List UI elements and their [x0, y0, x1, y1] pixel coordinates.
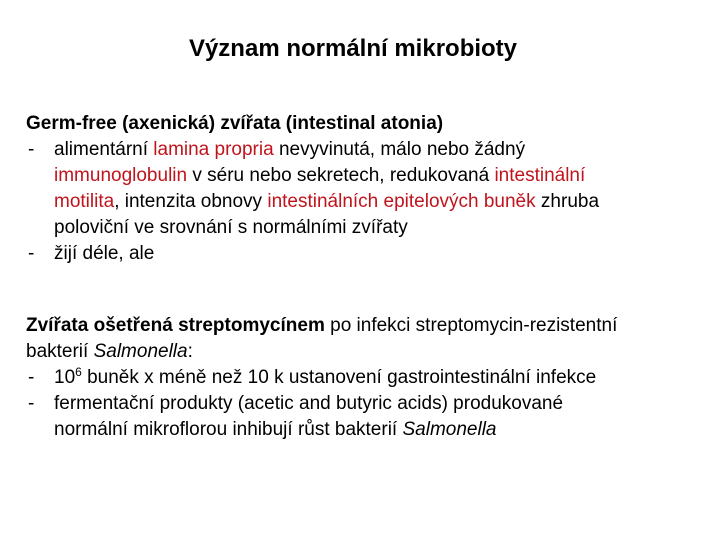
bullet-line [54, 137, 716, 163]
streptomycin-heading-bold: Zvířata ošetřená streptomycínem [26, 315, 325, 336]
bullet-text: v séru nebo sekretech, redukovaná [187, 165, 495, 186]
highlighted-term: intestinálních epitelových buněk [267, 191, 536, 212]
cell-count-exponent: 6 [75, 365, 82, 379]
heading-text: : [187, 341, 193, 362]
bullet-dash: - [28, 139, 35, 160]
bullet-text: normální mikroflorou inhibují růst bakterií [54, 419, 403, 440]
streptomycin-heading-rest: po infekci streptomycin-rezistentní [324, 315, 618, 336]
bullet-dash: - [28, 243, 35, 264]
germ-free-bullet-1 [26, 137, 716, 241]
streptomycin-bullet-1 [26, 365, 716, 391]
slide-title: Význam normální mikrobioty [188, 35, 518, 62]
cell-count-base: 10 [54, 367, 76, 388]
germ-free-bullet-2 [26, 241, 716, 267]
bullet-line [54, 365, 716, 391]
bullet-dash: - [28, 393, 35, 414]
bullet-text: buněk x méně než 10 k ustanovení gastrointestinální infekce [81, 367, 597, 388]
heading-text: bakterií [26, 341, 94, 362]
bullet-line: poloviční ve srovnání s normálními zvířaty [54, 217, 408, 238]
highlighted-term: motilita [54, 191, 115, 212]
bullet-line: žijí déle, ale [54, 243, 155, 264]
germ-free-heading: Germ-free (axenická) zvířata (intestinal atonia) [26, 113, 444, 134]
germ-free-section [26, 111, 716, 267]
bullet-text: , intenzita obnovy [114, 191, 268, 212]
salmonella-italic: Salmonella [93, 341, 188, 362]
bullet-text: alimentární [54, 139, 154, 160]
bullet-line [54, 163, 716, 189]
salmonella-italic: Salmonella [402, 419, 497, 440]
bullet-text: zhruba [535, 191, 600, 212]
bullet-line: fermentační produkty (acetic and butyric acids) produkované [54, 393, 564, 414]
highlighted-term: intestinální [494, 165, 586, 186]
bullet-dash: - [28, 367, 35, 388]
bullet-line [54, 189, 716, 215]
highlighted-term: immunoglobulin [54, 165, 188, 186]
bullet-text: nevyvinutá, málo nebo žádný [273, 139, 526, 160]
streptomycin-bullet-2 [26, 391, 716, 443]
streptomycin-heading-line-2 [26, 339, 716, 365]
bullet-line [54, 417, 716, 443]
streptomycin-section [26, 313, 716, 443]
streptomycin-heading [26, 313, 716, 339]
highlighted-term: lamina propria [153, 139, 274, 160]
